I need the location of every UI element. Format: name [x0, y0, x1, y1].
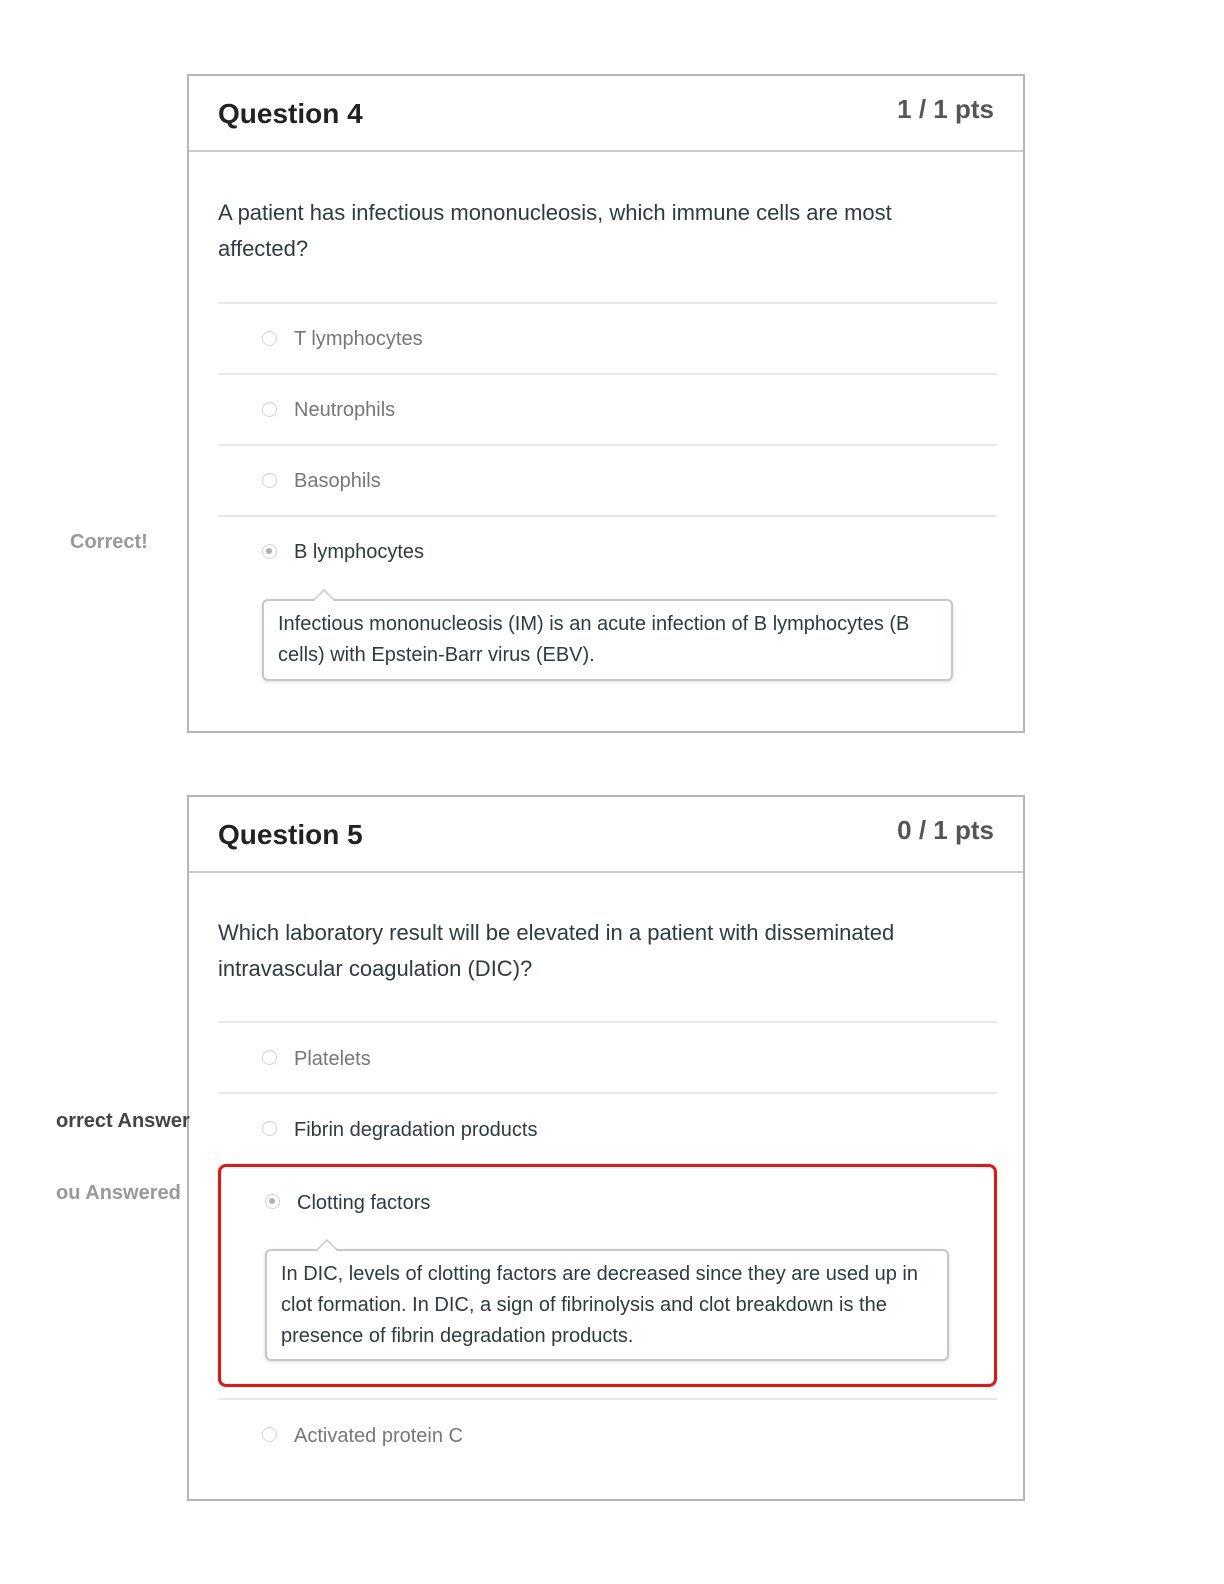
- answer-option-correct[interactable]: [218, 1092, 997, 1163]
- answer-label: Platelets: [294, 1048, 371, 1070]
- answer-option[interactable]: [218, 444, 997, 515]
- answer-label: Neutrophils: [294, 399, 396, 421]
- correct-answer-label: orrect Answer: [56, 1110, 190, 1132]
- answer-option-selected[interactable]: [218, 515, 997, 715]
- answer-comment: [262, 599, 953, 681]
- highlight-box: [218, 1164, 997, 1387]
- answer-option[interactable]: [218, 1398, 997, 1469]
- radio-button[interactable]: [262, 402, 277, 417]
- radio-button[interactable]: [262, 1427, 277, 1442]
- answer-comment-text: Infectious mononucleosis (IM) is an acute infection of B lymphocytes (B cells) with Epstein-Barr virus (EBV).: [278, 613, 910, 666]
- question-header: [189, 76, 1023, 152]
- question-header: [189, 797, 1023, 873]
- answer-label: Clotting factors: [297, 1192, 431, 1214]
- answer-label: Fibrin degradation products: [294, 1119, 538, 1141]
- question-title: Question 4: [218, 98, 363, 129]
- question-4-card: [187, 74, 1025, 733]
- question-5-card: [187, 795, 1025, 1501]
- answer-option[interactable]: [218, 1021, 997, 1092]
- correct-label: Correct!: [70, 531, 148, 553]
- question-text: A patient has infectious mononucleosis, which immune cells are most affected?: [218, 200, 892, 261]
- radio-button[interactable]: [262, 331, 277, 346]
- answer-option[interactable]: [218, 302, 997, 373]
- answer-label: Activated protein C: [294, 1425, 463, 1447]
- question-text: Which laboratory result will be elevated in a patient with disseminated intravascular coagulation (DIC)?: [218, 920, 895, 981]
- answer-comment-text: In DIC, levels of clotting factors are decreased since they are used up in clot formation. In DIC, a sign of fibrinolysis and clot breakdown is the presence of fibrin degradation products.: [281, 1263, 919, 1347]
- answer-option[interactable]: [218, 373, 997, 444]
- radio-button[interactable]: [262, 473, 277, 488]
- question-points: 1 / 1 pts: [897, 94, 994, 124]
- question-title: Question 5: [218, 819, 363, 850]
- answer-label: Basophils: [294, 470, 381, 492]
- answer-label: B lymphocytes: [294, 541, 425, 563]
- question-points: 0 / 1 pts: [897, 815, 994, 845]
- comment-caret: [312, 589, 336, 601]
- you-answered-label: ou Answered: [56, 1182, 181, 1204]
- radio-button[interactable]: [262, 1121, 277, 1136]
- radio-button[interactable]: [262, 1050, 277, 1065]
- radio-button-selected[interactable]: [262, 544, 277, 559]
- answer-label: T lymphocytes: [294, 328, 423, 350]
